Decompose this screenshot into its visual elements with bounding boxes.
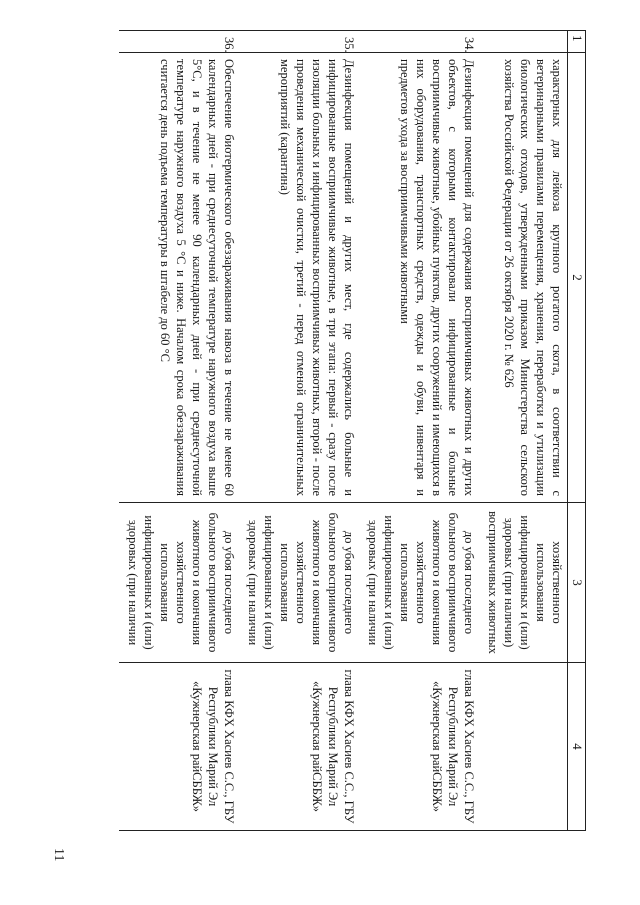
table-header-row [568,31,586,831]
row-number: 34. [359,31,479,53]
measures-table [119,30,586,831]
table-row [359,31,479,831]
row-responsible: глава КФХ Хасиев С.С., ГБУ Республики Марий Эл «Кужнерская райСББЖ» [119,663,239,831]
column-header-3: 3 [568,503,586,663]
column-header-2: 2 [568,53,586,503]
row-term: до убоя последнего больного восприимчивого животного и окончания хозяйственного использования инфицированных и (или) здоровых (при наличии [359,503,479,663]
table-row [239,31,359,831]
row-description: Дезинфекция помещений и других мест, где содержались больные и инфицированные восприимчивые животные, в три этапа: первый - сразу после изоляции больных и инфицированных восприимчивых животных, второй - после проведения механической очистки, третий - перед отменой ограничительных мероприятий (карантина) [239,53,359,503]
row-responsible: глава КФХ Хасиев С.С., ГБУ Республики Марий Эл «Кужнерская райСББЖ» [359,663,479,831]
table-row [119,31,239,831]
column-header-4: 4 [568,663,586,831]
row-term: до убоя последнего больного восприимчивого животного и окончания хозяйственного использования инфицированных и (или) здоровых (при наличии [119,503,239,663]
row-description: Дезинфекция помещений для содержания восприимчивых животных и других объектов, с которыми контактировали инфицированные и больные восприимчивые животные, убойных пунктов, других сооружений и имеющихся в них оборудования, транспортных средств, одежды и обуви, инвентаря и предметов ухода за восприимчивыми животными [359,53,479,503]
row-number [479,31,568,53]
row-term: до убоя последнего больного восприимчивого животного и окончания хозяйственного использования инфицированных и (или) здоровых (при наличии [239,503,359,663]
row-responsible: глава КФХ Хасиев С.С., ГБУ Республики Марий Эл «Кужнерская райСББЖ» [239,663,359,831]
row-description: характерных для лейкоза крупного рогатого скота, в соответствии с ветеринарными правилами перемещения, хранения, переработки и утилизации биологических отходов, утвержденными приказом Министерства сельского хозяйства Российской Федерации от 26 октября 2020 г. № 626 [479,53,568,503]
row-term: хозяйственного использования инфицированных и (или) здоровых (при наличии) восприимчивых животных [479,503,568,663]
row-number: 35. [239,31,359,53]
table-row [479,31,568,831]
column-header-1: 1 [568,31,586,53]
page-number: 11 [51,848,66,862]
row-description: Обеспечение биотермического обеззараживания навоза в течение не менее 60 календарных дней - при среднесуточной температуре наружного воздуха выше 5°С, и в течение не менее 90 календарных дней - при среднесуточной температуре наружного воздуха 5 °С и ниже. Началом срока обеззараживания считается день подъема температуры в штабеле до 60 °С [119,53,239,503]
row-number: 36. [119,31,239,53]
row-responsible [479,663,568,831]
